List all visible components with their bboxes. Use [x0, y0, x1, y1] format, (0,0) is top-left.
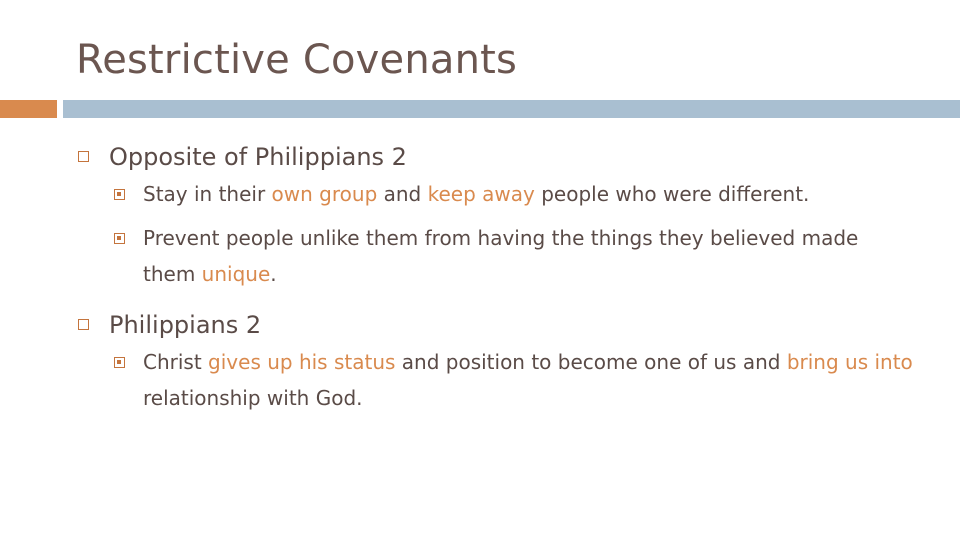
slide-title: Restrictive Covenants: [76, 37, 518, 83]
highlight-text: unique: [201, 262, 271, 286]
spacer: [76, 212, 916, 220]
title-rule-bar: [63, 100, 960, 118]
text-run: Christ: [143, 350, 209, 374]
highlight-text: keep away: [427, 182, 535, 206]
hollow-square-bullet-icon: [78, 319, 89, 330]
sub-bullet-item: [76, 344, 916, 416]
filled-square-bullet-icon: [114, 357, 125, 368]
slide-content: [76, 138, 916, 416]
highlight-text: bring us into: [786, 350, 913, 374]
highlight-text: own group: [271, 182, 378, 206]
title-rule-accent: [0, 100, 57, 118]
bullet-item: [76, 138, 916, 176]
bullet-item: [76, 306, 916, 344]
hollow-square-bullet-icon: [78, 151, 89, 162]
filled-square-bullet-icon: [114, 233, 125, 244]
bullet-text: Opposite of Philippians 2: [109, 143, 407, 171]
filled-square-bullet-icon: [114, 189, 125, 200]
bullet-text: Philippians 2: [109, 311, 262, 339]
text-run: people who were different.: [534, 182, 810, 206]
highlight-text: gives up his status: [208, 350, 396, 374]
text-run: Stay in their: [143, 182, 272, 206]
text-run: and position to become one of us and: [395, 350, 787, 374]
text-run: and: [377, 182, 428, 206]
text-run: Prevent people unlike them from having the things they believed made them: [143, 226, 859, 286]
sub-bullet-item: [76, 176, 916, 212]
sub-bullet-item: [76, 220, 916, 292]
spacer: [76, 292, 916, 306]
text-run: relationship with God.: [143, 386, 363, 410]
text-run: .: [270, 262, 277, 286]
